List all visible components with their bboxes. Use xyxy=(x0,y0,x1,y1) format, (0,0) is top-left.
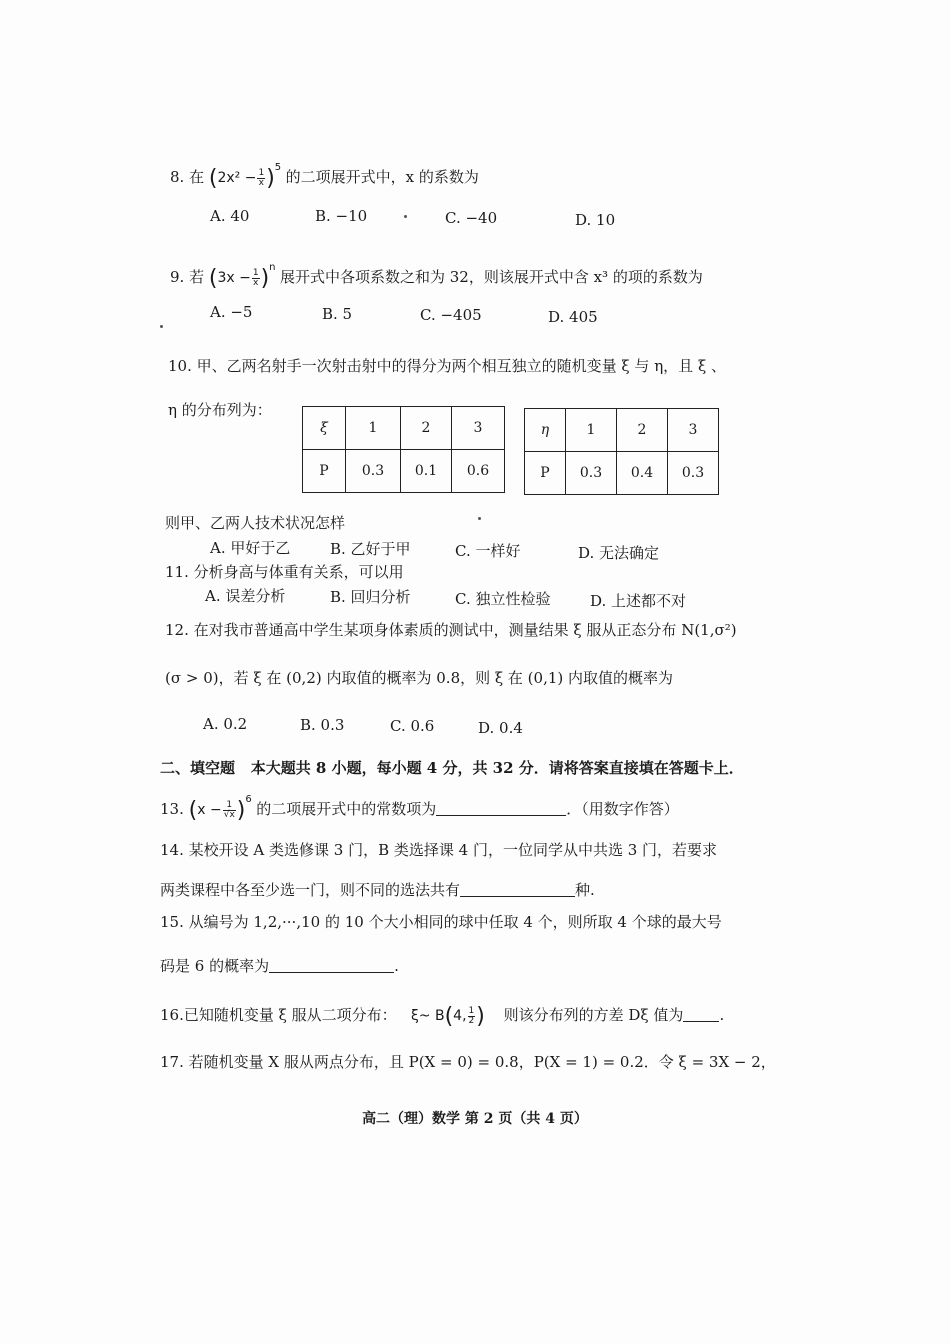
question-15-line1: 15. 从编号为 1,2,···,10 的 10 个大小相同的球中任取 4 个，则所取 4 个球的最大号 xyxy=(160,913,722,931)
page-footer: 高二（理）数学 第 2 页（共 4 页） xyxy=(362,1111,588,1127)
question-8: 8. 在 (2x² − $\frac{1}{x}$ )$^5$ 的二项展开式中，x 的系数为 xyxy=(170,162,479,191)
table-cell: P xyxy=(525,452,566,495)
q9-option-b: B. 5 xyxy=(322,305,353,323)
q13-expression: (x − $\frac{1}{√x}$ )$^6$ xyxy=(188,794,252,823)
q12-option-a: A. 0.2 xyxy=(203,715,248,733)
question-16: 16.已知随机变量 ξ 服从二项分布： ξ~ B(4, $\frac{1}{2}$ ) 则该分布列的方差 Dξ 值为 . xyxy=(160,1004,725,1029)
answer-blank[interactable] xyxy=(683,1007,719,1022)
q11-option-d: D. 上述都不对 xyxy=(590,592,687,610)
question-9: 9. 若 (3x − $\frac{1}{x}$ )$^n$ 展开式中各项系数之和为 32，则该展开式中含 x³ 的项的系数为 xyxy=(170,262,703,291)
q10-option-d: D. 无法确定 xyxy=(578,544,660,562)
q8-option-a: A. 40 xyxy=(210,207,250,225)
q9-option-d: D. 405 xyxy=(548,308,598,326)
table-cell: 1 xyxy=(566,409,617,452)
scan-speck xyxy=(160,325,163,328)
q11-option-c: C. 独立性检验 xyxy=(455,590,551,608)
table-cell: 0.6 xyxy=(452,450,505,493)
question-10-line2: η 的分布列为： xyxy=(168,401,272,419)
table-cell: 0.3 xyxy=(668,452,719,495)
table-cell: 3 xyxy=(668,409,719,452)
q9-option-a: A. −5 xyxy=(210,303,253,321)
q9-option-c: C. −405 xyxy=(420,306,482,324)
section-2-description: 本大题共 8 小题，每小题 4 分，共 32 分．请将答案直接填在答题卡上． xyxy=(250,759,744,777)
q11-option-b: B. 回归分析 xyxy=(330,588,411,606)
answer-blank[interactable] xyxy=(436,801,566,816)
question-10-line1: 10. 甲、乙两名射手一次射击射中的得分为两个相互独立的随机变量 ξ 与 η，且 ξ 、 xyxy=(168,357,726,375)
table-cell: 3 xyxy=(452,407,505,450)
table-cell: 0.1 xyxy=(401,450,452,493)
table-cell: 0.3 xyxy=(566,452,617,495)
scan-speck xyxy=(478,517,481,520)
scan-speck xyxy=(404,215,407,218)
table-cell: 0.4 xyxy=(617,452,668,495)
answer-blank[interactable] xyxy=(460,882,575,897)
question-13: 13. (x − $\frac{1}{√x}$ )$^6$ 的二项展开式中的常数项为 ．（用数字作答） xyxy=(160,794,679,823)
question-14-line1: 14. 某校开设 A 类选修课 3 门，B 类选择课 4 门，一位同学从中共选 3 门，若要求 xyxy=(160,841,718,859)
table-cell: ξ xyxy=(303,407,346,450)
section-2-header xyxy=(160,758,744,778)
q12-option-c: C. 0.6 xyxy=(390,717,435,735)
question-12-line1: 12. 在对我市普通高中学生某项身体素质的测试中，测量结果 ξ 服从正态分布 N(1,σ²) xyxy=(165,621,737,639)
xi-distribution-table xyxy=(302,406,505,493)
table-cell: P xyxy=(303,450,346,493)
q8-option-b: B. −10 xyxy=(315,207,368,225)
question-15-line2: 码是 6 的概率为 . xyxy=(160,957,399,975)
q8-option-d: D. 10 xyxy=(575,211,616,229)
answer-blank[interactable] xyxy=(269,958,394,973)
q8-option-c: C. −40 xyxy=(445,209,498,227)
table-cell: 2 xyxy=(401,407,452,450)
q10-option-b: B. 乙好于甲 xyxy=(330,540,411,558)
eta-distribution-table xyxy=(524,408,719,495)
question-17: 17. 若随机变量 X 服从两点分布，且 P(X = 0) = 0.8，P(X = 1) = 0.2．令 ξ = 3X − 2， xyxy=(160,1053,776,1071)
q10-option-c: C. 一样好 xyxy=(455,542,521,560)
q11-option-a: A. 误差分析 xyxy=(205,587,286,605)
table-cell: 1 xyxy=(346,407,401,450)
q12-option-d: D. 0.4 xyxy=(478,719,523,737)
table-cell: η xyxy=(525,409,566,452)
question-14-line2: 两类课程中各至少选一门，则不同的选法共有 种. xyxy=(160,881,595,899)
table-cell: 0.3 xyxy=(346,450,401,493)
q12-option-b: B. 0.3 xyxy=(300,716,345,734)
table-cell: 2 xyxy=(617,409,668,452)
q9-expression: (3x − $\frac{1}{x}$ )$^n$ xyxy=(208,262,276,291)
q8-expression: (2x² − $\frac{1}{x}$ )$^5$ xyxy=(208,162,282,191)
question-11: 11. 分析身高与体重有关系，可以用 xyxy=(165,563,404,581)
q10-option-a: A. 甲好于乙 xyxy=(210,539,291,557)
question-10-prompt: 则甲、乙两人技术状况怎样 xyxy=(165,514,346,532)
section-2-title: 二、填空题 xyxy=(160,759,236,777)
question-12-line2: (σ > 0)，若 ξ 在 (0,2) 内取值的概率为 0.8，则 ξ 在 (0,1) 内取值的概率为 xyxy=(165,669,674,687)
q16-expression: ξ~ B(4, $\frac{1}{2}$ ) xyxy=(410,1004,485,1029)
